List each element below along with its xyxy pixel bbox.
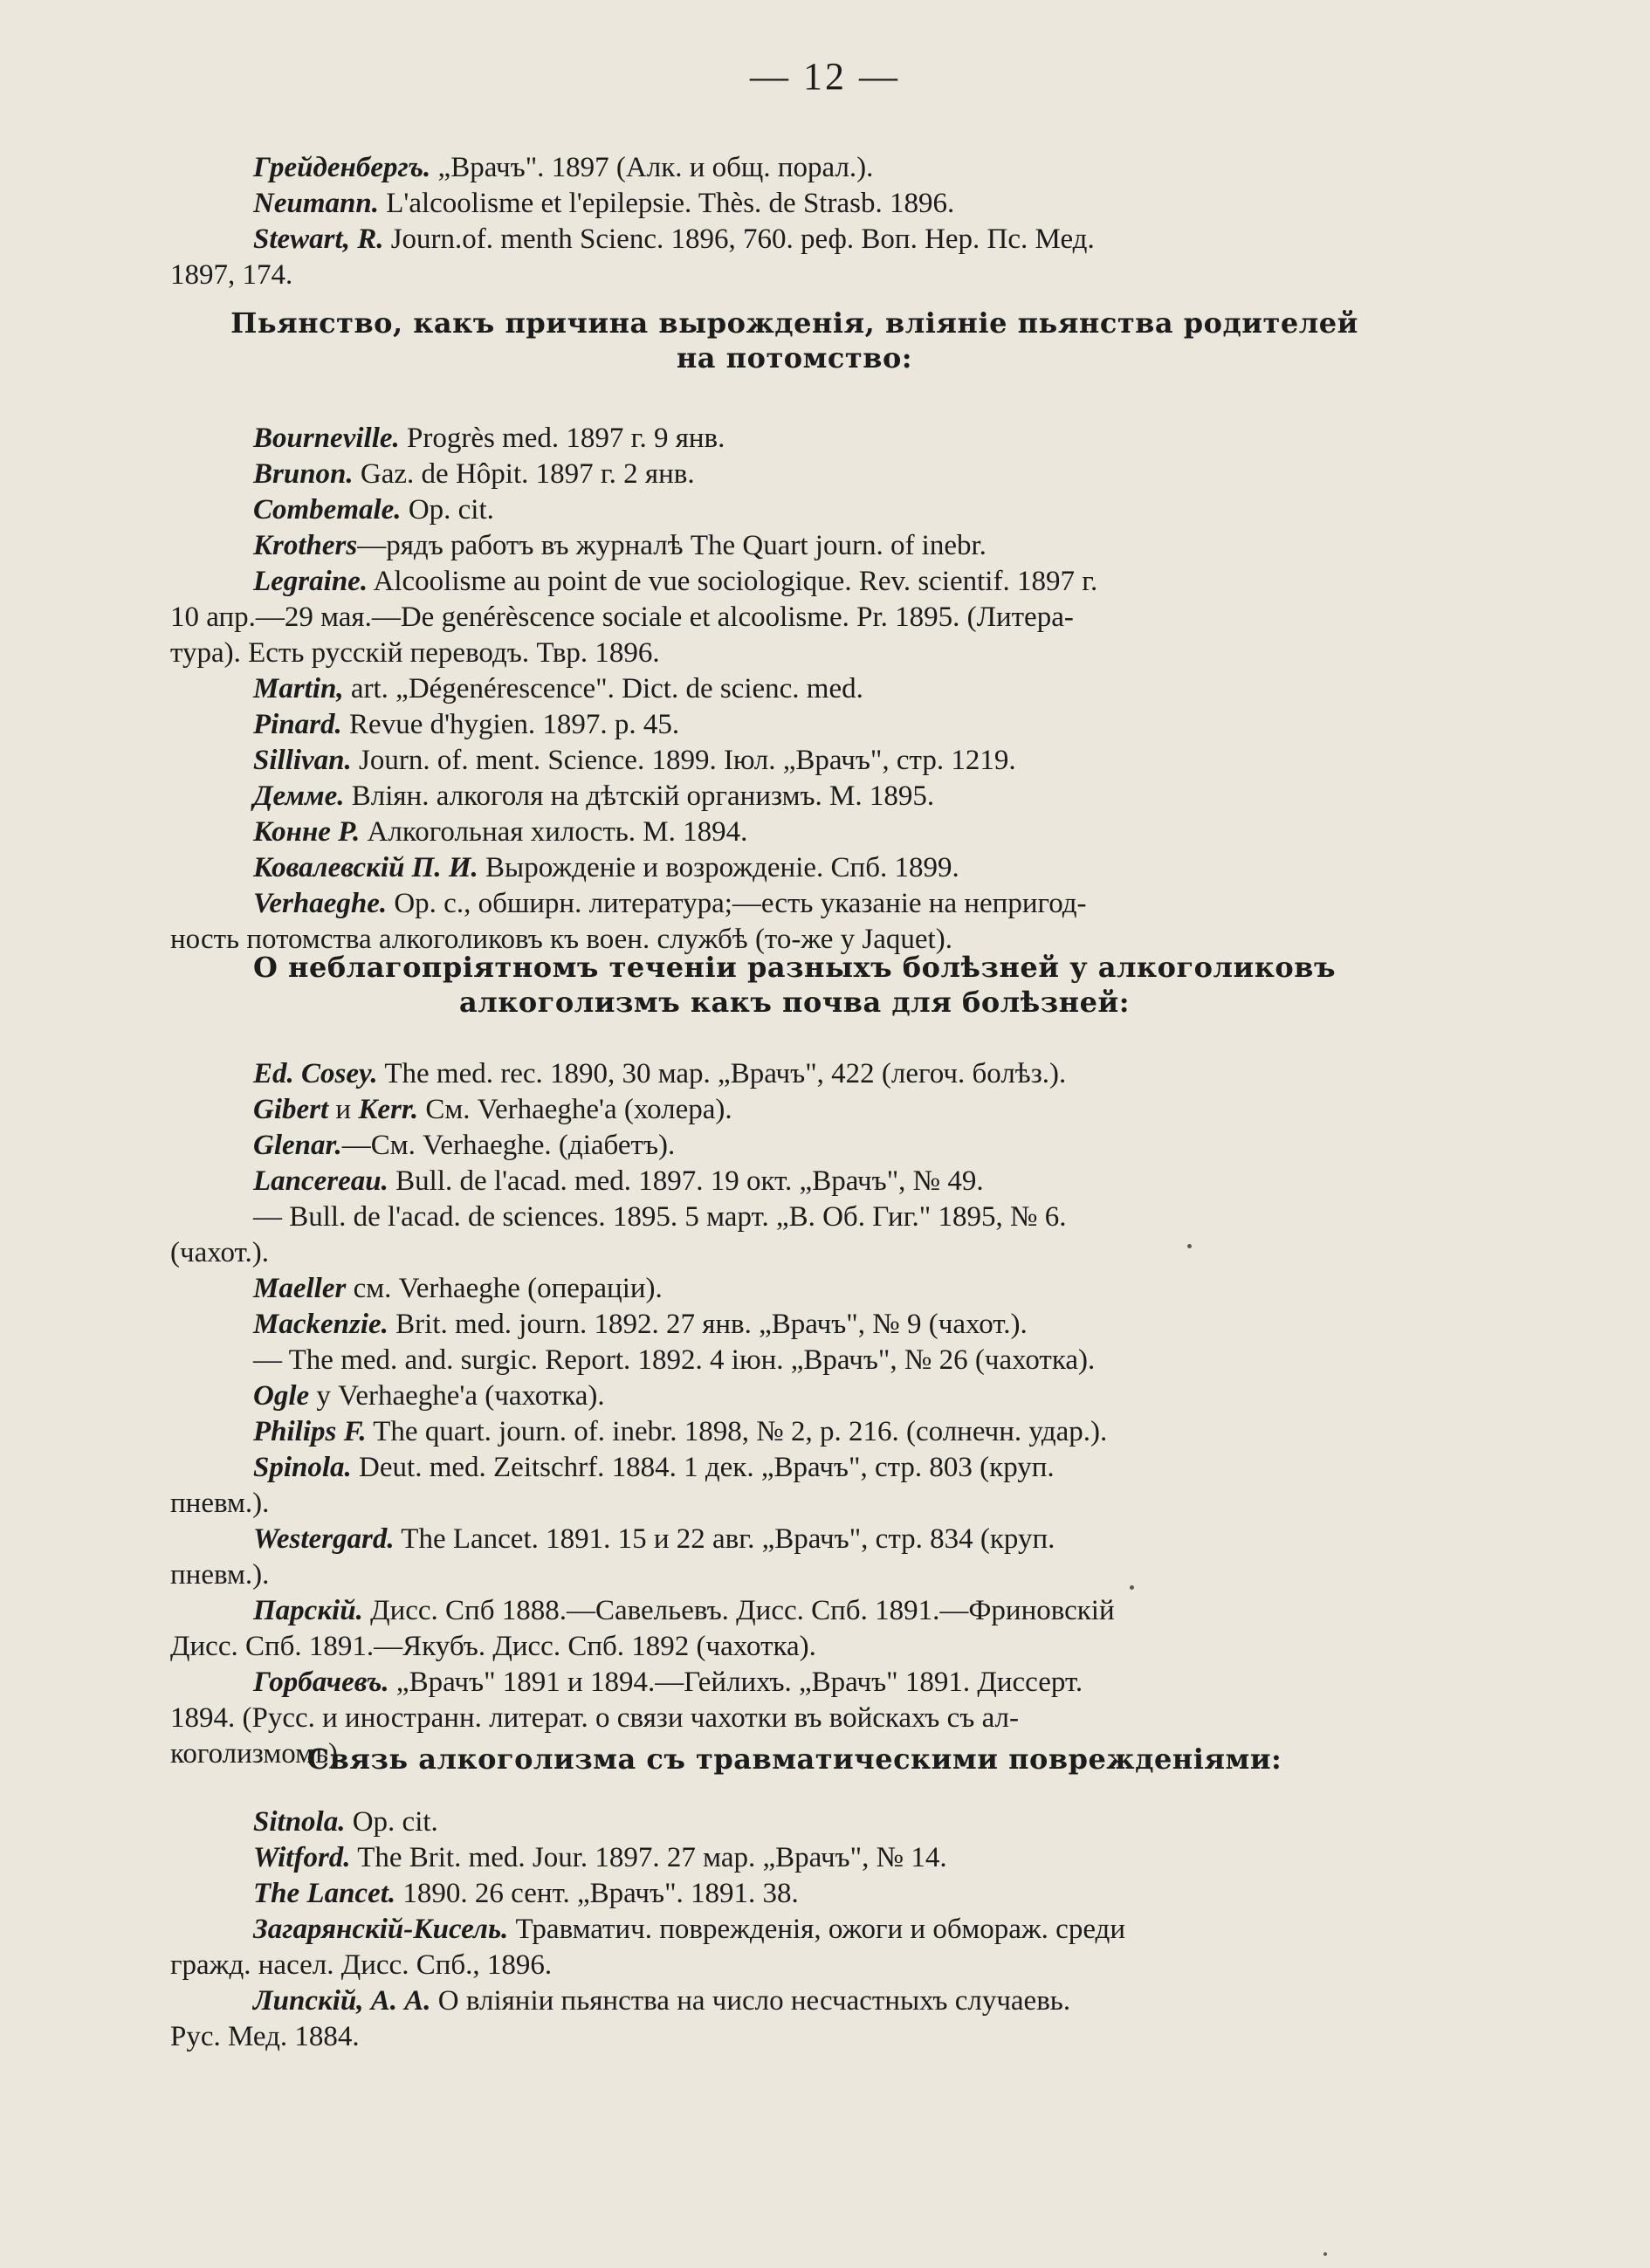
entry-author: Martin, <box>253 673 344 704</box>
section-drunkenness-degeneration <box>170 306 1419 958</box>
entry-author: Stewart, R. <box>253 223 384 255</box>
bibliography-line <box>170 564 1419 600</box>
entry-text: пневм.). <box>170 1488 270 1519</box>
bibliography-line <box>170 1486 1419 1522</box>
bibliography-line <box>170 1414 1419 1450</box>
bibliography-line <box>170 1557 1419 1593</box>
entry-text: Op. cit. <box>401 494 494 526</box>
entry-text: Рус. Мед. 1884. <box>170 2021 360 2052</box>
entry-list <box>170 421 1419 958</box>
bibliography-line <box>170 1840 1419 1876</box>
entry-author: Philips F. <box>253 1416 367 1447</box>
bibliography-line <box>170 1164 1419 1199</box>
entry-list <box>170 1056 1419 1772</box>
entry-text: art. „Dégenérescence". Dict. de scienc. med. <box>343 673 863 704</box>
section-heading <box>170 1742 1419 1777</box>
entry-text: см. Verhaeghe (операціи). <box>346 1273 663 1304</box>
entry-author: The Lancet. <box>253 1878 396 1909</box>
entry-author: Sillivan. <box>253 745 352 776</box>
entry-text: 1890. 26 сент. „Врачъ". 1891. 38. <box>395 1878 799 1909</box>
entry-text: The Lancet. 1891. 15 и 22 авг. „Врачъ", стр. 834 (круп. <box>394 1523 1055 1555</box>
bibliography-line <box>170 528 1419 564</box>
entry-text: 10 апр.—29 мая.—De genérèscence sociale et alcoolisme. Pr. 1895. (Литера- <box>170 601 1074 633</box>
bibliography-line <box>170 671 1419 707</box>
bibliography-line <box>170 636 1419 671</box>
ink-spot <box>1323 2252 1327 2256</box>
bibliography-line <box>170 421 1419 457</box>
entry-author: Демме. <box>253 780 345 812</box>
entry-list <box>170 150 1419 293</box>
entry-text: тура). Есть русскій переводъ. Твр. 1896. <box>170 637 660 669</box>
bibliography-line <box>170 743 1419 779</box>
entry-text: Gaz. de Hôpit. 1897 г. 2 янв. <box>353 458 695 490</box>
entry-text: — The med. and. surgic. Report. 1892. 4 іюн. „Врачъ", № 26 (чахотка). <box>253 1344 1096 1376</box>
bibliography-line <box>170 779 1419 814</box>
bibliography-line <box>170 1876 1419 1912</box>
section-heading <box>170 306 1419 375</box>
bibliography-line <box>170 1701 1419 1736</box>
entry-text: Алкогольная хилость. М. 1894. <box>360 816 748 848</box>
bibliography-line <box>170 1343 1419 1378</box>
entry-text: — Bull. de l'acad. de sciences. 1895. 5 март. „В. Об. Гиг." 1895, № 6. <box>253 1201 1067 1233</box>
entry-text: Bull. de l'acad. med. 1897. 19 окт. „Врачъ", № 49. <box>388 1165 984 1197</box>
entry-text: Revue d'hygien. 1897. p. 45. <box>341 709 680 740</box>
entry-text: —рядъ работъ въ журналѣ The Quart journ. of inebr. <box>357 530 987 561</box>
bibliography-line <box>170 1948 1419 1983</box>
entry-text: См. Verhaeghe'a (холера). <box>418 1094 732 1125</box>
entry-author: Krothers <box>253 530 358 561</box>
section-continuation <box>170 150 1419 293</box>
entry-text: Progrès med. 1897 г. 9 янв. <box>399 423 725 454</box>
entry-text: Op. cit. <box>345 1806 438 1838</box>
ink-spot <box>1130 1585 1134 1590</box>
entry-author: Gibert <box>253 1094 329 1125</box>
entry-text: ность потомства алкоголиковъ къ воен. службѣ (то-же у Jaquet). <box>170 924 952 955</box>
ink-spot <box>1187 1244 1192 1248</box>
entry-author: Spinola. <box>253 1452 352 1483</box>
entry-text: 1894. (Русс. и иностранн. литерат. о связи чахотки въ войскахъ съ ал- <box>170 1702 1019 1734</box>
bibliography-line <box>170 222 1419 258</box>
entry-author: Горбачевъ. <box>253 1667 389 1698</box>
bibliography-line <box>170 150 1419 186</box>
entry-text: у Verhaeghe'a (чахотка). <box>309 1380 605 1412</box>
bibliography-line <box>170 1307 1419 1343</box>
bibliography-line <box>170 1092 1419 1128</box>
bibliography-line <box>170 492 1419 528</box>
entry-text: „Врачъ" 1891 и 1894.—Гейлихъ. „Врачъ" 1891. Диссерт. <box>388 1667 1083 1698</box>
entry-author: Combemale. <box>253 494 402 526</box>
entry-author: Legraine. <box>253 566 368 597</box>
bibliography-line <box>170 1199 1419 1235</box>
entry-author: Maeller <box>253 1273 347 1304</box>
entry-author: Lancereau. <box>253 1165 388 1197</box>
bibliography-line <box>170 850 1419 886</box>
bibliography-line <box>170 1271 1419 1307</box>
entry-author: Brunon. <box>253 458 354 490</box>
entry-text: The Brit. med. Jour. 1897. 27 мар. „Врачъ", № 14. <box>350 1842 947 1873</box>
entry-text: О вліяніи пьянства на число несчастныхъ случаевь. <box>430 1985 1071 2017</box>
entry-author: Witford. <box>253 1842 351 1873</box>
entry-text: гражд. насел. Дисс. Спб., 1896. <box>170 1949 553 1981</box>
section-heading-line: Связь алкоголизма съ травматическими поврежденіями: <box>306 1742 1282 1776</box>
entry-author: Pinard. <box>253 709 342 740</box>
entry-author: Westergard. <box>253 1523 395 1555</box>
entry-author: Glenar. <box>253 1130 342 1161</box>
entry-text: (чахот.). <box>170 1237 269 1268</box>
entry-text: Op. c., обширн. литература;—есть указаніе на непригод- <box>387 888 1087 919</box>
entry-text: L'alcoolisme et l'epilepsie. Thès. de Strasb. 1896. <box>378 188 955 219</box>
entry-text: пневм.). <box>170 1559 270 1591</box>
bibliography-line <box>170 186 1419 222</box>
section-heading <box>170 950 1419 1020</box>
entry-author: Mackenzie. <box>253 1309 388 1340</box>
entry-text: Journ. of. ment. Science. 1899. Іюл. „Врачъ", стр. 1219. <box>351 745 1016 776</box>
bibliography-line <box>170 1522 1419 1557</box>
bibliography-line <box>170 1056 1419 1092</box>
entry-author: Парскій. <box>253 1595 363 1626</box>
entry-text: The quart. journ. of. inebr. 1898, № 2, p. 216. (солнечн. удар.). <box>366 1416 1108 1447</box>
bibliography-line <box>170 1593 1419 1629</box>
section-trauma <box>170 1742 1419 2055</box>
entry-list <box>170 1804 1419 2055</box>
entry-author: Bourneville. <box>253 423 400 454</box>
entry-author: Ковалевскій П. И. <box>253 852 478 883</box>
bibliography-line <box>170 1629 1419 1665</box>
bibliography-line <box>170 814 1419 850</box>
bibliography-line <box>170 1235 1419 1271</box>
bibliography-line <box>170 1450 1419 1486</box>
entry-text: —См. Verhaeghe. (діабетъ). <box>341 1130 676 1161</box>
section-heading-line: алкоголизмъ какъ почва для болѣзней: <box>458 986 1130 1019</box>
entry-text: Brit. med. journ. 1892. 27 янв. „Врачъ", № 9 (чахот.). <box>388 1309 1028 1340</box>
bibliography-line <box>170 1665 1419 1701</box>
section-heading-line: О неблагопріятномъ теченіи разныхъ болѣзней у алкоголиковъ <box>253 951 1336 984</box>
bibliography-line <box>170 1912 1419 1948</box>
bibliography-line <box>170 2019 1419 2055</box>
entry-text: Deut. med. Zeitschrf. 1884. 1 дек. „Врачъ", стр. 803 (круп. <box>351 1452 1055 1483</box>
bibliography-line <box>170 1804 1419 1840</box>
bibliography-line <box>170 707 1419 743</box>
entry-author: Verhaeghe. <box>253 888 388 919</box>
page-number: — 12 — <box>750 55 900 98</box>
entry-text: The med. rec. 1890, 30 мар. „Врачъ", 422 (легоч. болѣз.). <box>377 1058 1067 1089</box>
entry-text: Вырожденіе и возрожденіе. Спб. 1899. <box>478 852 959 883</box>
entry-author: Грейденбергъ. <box>253 152 431 183</box>
bibliography-line <box>170 457 1419 492</box>
entry-text: и <box>328 1094 359 1125</box>
bibliography-line <box>170 1378 1419 1414</box>
section-heading-line: Пьянство, какъ причина вырожденія, вліяніе пьянства родителей <box>230 306 1358 340</box>
entry-author: Neumann. <box>253 188 379 219</box>
bibliography-line <box>170 886 1419 922</box>
section-heading-line: на потомство: <box>676 341 913 375</box>
entry-text: „Врачъ". 1897 (Алк. и общ. порал.). <box>430 152 874 183</box>
entry-text: 1897, 174. <box>170 259 293 291</box>
bibliography-line <box>170 1128 1419 1164</box>
entry-text: Journ.of. menth Scienc. 1896, 760. реф. Воп. Нер. Пс. Мед. <box>383 223 1095 255</box>
entry-author: Конне Р. <box>253 816 361 848</box>
entry-author: Загарянскій-Кисель. <box>253 1914 509 1945</box>
entry-author: Sitnola. <box>253 1806 346 1838</box>
bibliography-line <box>170 600 1419 636</box>
entry-text: Alcoolisme au point de vue sociologique. Rev. scientif. 1897 г. <box>368 566 1098 597</box>
section-disease-course <box>170 950 1419 1772</box>
bibliography-line <box>170 1983 1419 2019</box>
entry-author: Липскій, А. А. <box>253 1985 431 2017</box>
entry-author: Ed. Cosey. <box>253 1058 378 1089</box>
entry-text: коголизмомъ). <box>170 1738 346 1770</box>
entry-text: Дисс. Спб. 1891.—Якубъ. Дисс. Спб. 1892 (чахотка). <box>170 1631 816 1662</box>
bibliography-line <box>170 258 1419 293</box>
entry-text: Травматич. поврежденія, ожоги и обмораж. среди <box>508 1914 1125 1945</box>
entry-text: Дисс. Спб 1888.—Савельевъ. Дисс. Спб. 1891.—Фриновскій <box>362 1595 1115 1626</box>
entry-author: Ogle <box>253 1380 310 1412</box>
entry-text: Вліян. алкоголя на дѣтскій организмъ. М. 1895. <box>344 780 935 812</box>
entry-author: Kerr. <box>358 1094 419 1125</box>
